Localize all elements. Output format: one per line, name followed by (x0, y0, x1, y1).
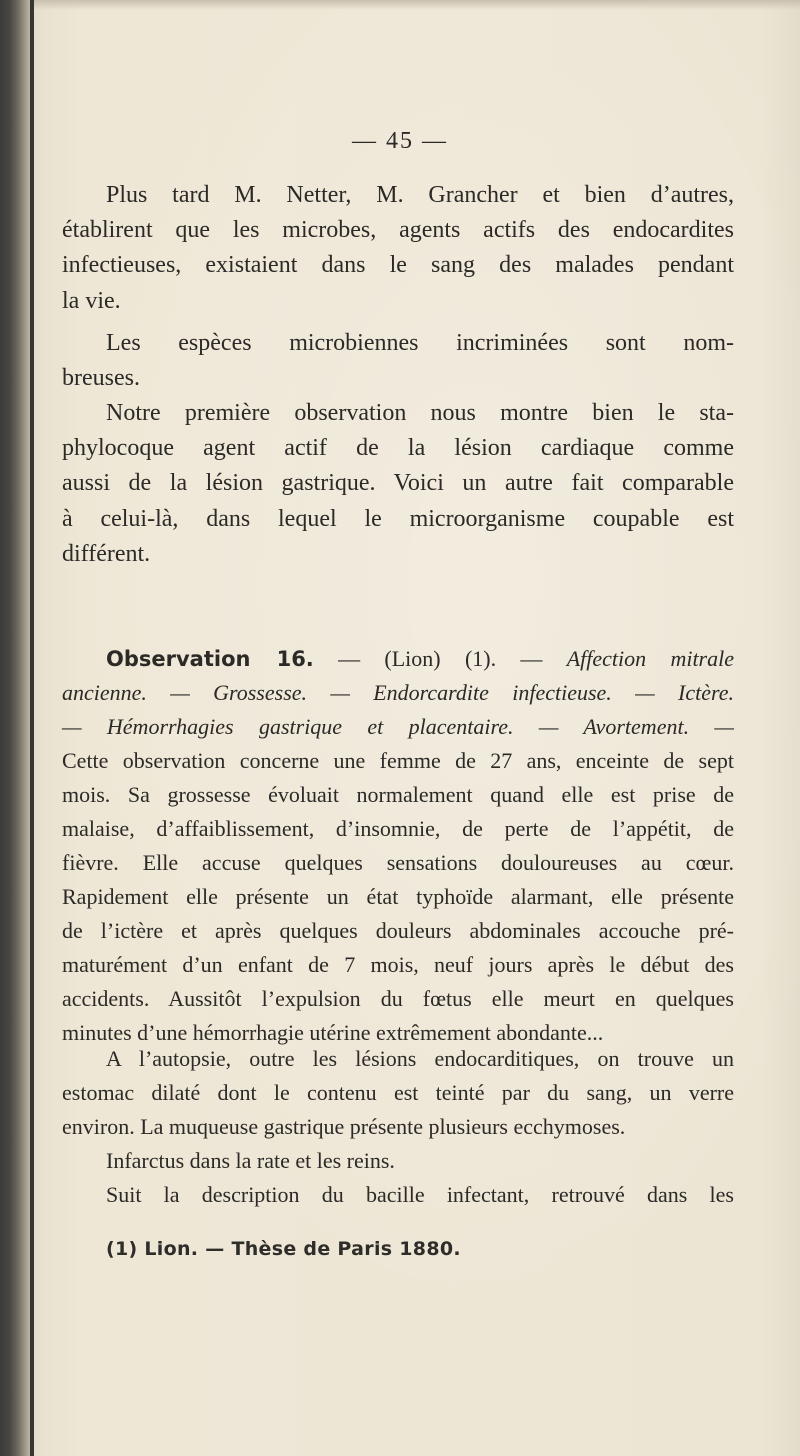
text-line: breuses. (62, 365, 140, 392)
text-line: Notre première observation nous montre bien le sta- (106, 400, 734, 426)
page-top-edge (0, 0, 800, 10)
observation-label: Observation 16. (106, 647, 314, 671)
text-line: aussi de la lésion gastrique. Voici un autre fait comparable (62, 470, 734, 497)
paragraph-1 (62, 178, 734, 319)
autopsy-text-line: Infarctus dans la rate et les reins. (106, 1148, 395, 1173)
footnote: (1) Lion. — Thèse de Paris 1880. (106, 1238, 461, 1260)
page-number: — 45 — (352, 128, 448, 154)
observation-heading-line (62, 642, 734, 676)
text-line: Plus tard M. Netter, M. Grancher et bien d’autres, (106, 182, 734, 208)
observation-text-line: fièvre. Elle accuse quelques sensations douloureuses au cœur. (62, 850, 734, 875)
text-line: infectieuses, existaient dans le sang des malades pendant (62, 252, 734, 279)
observation-title-italic: Affection mitrale (566, 646, 734, 671)
observation-text-line: mois. Sa grossesse évoluait normalement quand elle est prise de (62, 782, 734, 807)
text-line: Les espèces microbiennes incriminées sont nom- (106, 330, 734, 356)
observation-text-line: minutes d’une hémorrhagie utérine extrêmement abondante... (62, 1020, 604, 1045)
paragraph-2 (62, 326, 734, 396)
binding-shadow (30, 0, 34, 1456)
observation-text-line: malaise, d’affaiblissement, d’insomnie, de perte de l’appétit, de (62, 816, 734, 841)
text-line: à celui-là, dans lequel le microorganisme coupable est (62, 505, 734, 532)
observation-text-line: Cette observation concerne une femme de 27 ans, enceinte de sept (62, 748, 734, 773)
observation-text-line: de l’ictère et après quelques douleurs abdominales accouche pré- (62, 918, 734, 943)
text-line: phylocoque agent actif de la lésion cardiaque comme (62, 435, 734, 462)
observation-title-line: ancienne. — Grossesse. — Endorcardite infectieuse. — Ictère. (62, 680, 734, 705)
autopsy-text-line: Suit la description du bacille infectant, retrouvé dans les (106, 1182, 734, 1207)
observation-block (62, 642, 734, 1050)
autopsy-text-line: estomac dilaté dont le contenu est teinté par du sang, un verre (62, 1080, 734, 1105)
observation-source: — (Lion) (1). — (313, 646, 567, 671)
observation-title-line: — Hémorrhagies gastrique et placentaire. — Avortement. — (62, 714, 734, 739)
autopsy-text-line: A l’autopsie, outre les lésions endocarditiques, on trouve un (106, 1046, 734, 1071)
observation-text-line: accidents. Aussitôt l’expulsion du fœtus elle meurt en quelques (62, 986, 734, 1011)
observation-text-line: Rapidement elle présente un état typhoïde alarmant, elle présente (62, 884, 734, 909)
book-binding (0, 0, 34, 1456)
text-line: la vie. (62, 287, 121, 314)
text-line: établirent que les microbes, agents actifs des endocardites (62, 217, 734, 244)
paragraph-3 (62, 396, 734, 572)
autopsy-block (62, 1042, 734, 1212)
text-line: différent. (62, 540, 151, 567)
observation-text-line: maturément d’un enfant de 7 mois, neuf jours après le début des (62, 952, 734, 977)
autopsy-text-line: environ. La muqueuse gastrique présente plusieurs ecchymoses. (62, 1114, 626, 1139)
